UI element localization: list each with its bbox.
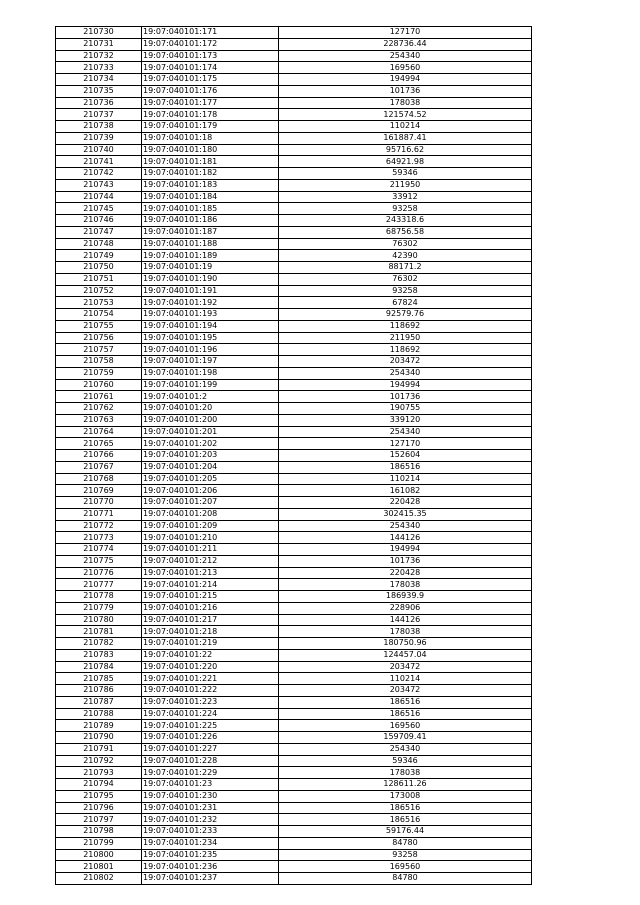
table-row: [56, 755, 532, 767]
cadastral-number-cell: 19:07:040101:178: [142, 109, 279, 121]
cadastral-number-cell: 19:07:040101:216: [142, 602, 279, 614]
row-id-cell: 210749: [56, 250, 142, 262]
amount-cell: 42390: [279, 250, 532, 262]
table-body: [56, 27, 532, 885]
cadastral-number-cell: 19:07:040101:207: [142, 497, 279, 509]
table-row: [56, 438, 532, 450]
row-id-cell: 210743: [56, 179, 142, 191]
row-id-cell: 210730: [56, 27, 142, 39]
cadastral-number-cell: 19:07:040101:203: [142, 450, 279, 462]
amount-cell: 144126: [279, 614, 532, 626]
table-row: [56, 497, 532, 509]
row-id-cell: 210783: [56, 649, 142, 661]
cadastral-number-cell: 19:07:040101:210: [142, 532, 279, 544]
row-id-cell: 210746: [56, 215, 142, 227]
table-row: [56, 332, 532, 344]
row-id-cell: 210770: [56, 497, 142, 509]
cadastral-number-cell: 19:07:040101:237: [142, 873, 279, 885]
table-row: [56, 285, 532, 297]
amount-cell: 159709.41: [279, 732, 532, 744]
amount-cell: 228736.44: [279, 38, 532, 50]
cadastral-number-cell: 19:07:040101:176: [142, 85, 279, 97]
cadastral-number-cell: 19:07:040101:231: [142, 802, 279, 814]
row-id-cell: 210793: [56, 767, 142, 779]
row-id-cell: 210781: [56, 626, 142, 638]
row-id-cell: 210759: [56, 367, 142, 379]
amount-cell: 194994: [279, 74, 532, 86]
table-row: [56, 873, 532, 885]
table-row: [56, 579, 532, 591]
amount-cell: 186939.9: [279, 591, 532, 603]
table-row: [56, 50, 532, 62]
amount-cell: 101736: [279, 391, 532, 403]
cadastral-number-cell: 19:07:040101:198: [142, 367, 279, 379]
amount-cell: 203472: [279, 661, 532, 673]
row-id-cell: 210750: [56, 262, 142, 274]
row-id-cell: 210741: [56, 156, 142, 168]
amount-cell: 254340: [279, 520, 532, 532]
row-id-cell: 210744: [56, 191, 142, 203]
cadastral-number-cell: 19:07:040101:205: [142, 473, 279, 485]
amount-cell: 186516: [279, 461, 532, 473]
table-row: [56, 767, 532, 779]
amount-cell: 93258: [279, 285, 532, 297]
amount-cell: 92579.76: [279, 309, 532, 321]
row-id-cell: 210792: [56, 755, 142, 767]
row-id-cell: 210788: [56, 708, 142, 720]
amount-cell: 124457.04: [279, 649, 532, 661]
amount-cell: 95716.62: [279, 144, 532, 156]
row-id-cell: 210762: [56, 403, 142, 415]
table-row: [56, 356, 532, 368]
row-id-cell: 210787: [56, 696, 142, 708]
cadastral-number-cell: 19:07:040101:211: [142, 544, 279, 556]
row-id-cell: 210752: [56, 285, 142, 297]
amount-cell: 169560: [279, 62, 532, 74]
amount-cell: 84780: [279, 837, 532, 849]
cadastral-number-cell: 19:07:040101:232: [142, 814, 279, 826]
cadastral-number-cell: 19:07:040101:197: [142, 356, 279, 368]
cadastral-number-cell: 19:07:040101:206: [142, 485, 279, 497]
amount-cell: 110214: [279, 673, 532, 685]
row-id-cell: 210737: [56, 109, 142, 121]
cadastral-number-cell: 19:07:040101:235: [142, 849, 279, 861]
amount-cell: 180750.96: [279, 638, 532, 650]
table-row: [56, 450, 532, 462]
amount-cell: 59346: [279, 755, 532, 767]
amount-cell: 228906: [279, 602, 532, 614]
row-id-cell: 210799: [56, 837, 142, 849]
table-row: [56, 85, 532, 97]
table-row: [56, 555, 532, 567]
table-row: [56, 250, 532, 262]
row-id-cell: 210739: [56, 132, 142, 144]
amount-cell: 64921.98: [279, 156, 532, 168]
cadastral-number-cell: 19:07:040101:18: [142, 132, 279, 144]
row-id-cell: 210802: [56, 873, 142, 885]
row-id-cell: 210732: [56, 50, 142, 62]
table-row: [56, 403, 532, 415]
row-id-cell: 210786: [56, 685, 142, 697]
cadastral-number-cell: 19:07:040101:175: [142, 74, 279, 86]
amount-cell: 110214: [279, 473, 532, 485]
row-id-cell: 210753: [56, 297, 142, 309]
cadastral-number-cell: 19:07:040101:233: [142, 826, 279, 838]
cadastral-number-cell: 19:07:040101:221: [142, 673, 279, 685]
amount-cell: 88171.2: [279, 262, 532, 274]
cadastral-number-cell: 19:07:040101:222: [142, 685, 279, 697]
table-row: [56, 508, 532, 520]
amount-cell: 220428: [279, 497, 532, 509]
row-id-cell: 210758: [56, 356, 142, 368]
amount-cell: 203472: [279, 356, 532, 368]
row-id-cell: 210763: [56, 414, 142, 426]
row-id-cell: 210731: [56, 38, 142, 50]
table-row: [56, 544, 532, 556]
cadastral-number-cell: 19:07:040101:177: [142, 97, 279, 109]
row-id-cell: 210765: [56, 438, 142, 450]
cadastral-number-cell: 19:07:040101:226: [142, 732, 279, 744]
cadastral-number-cell: 19:07:040101:173: [142, 50, 279, 62]
cadastral-number-cell: 19:07:040101:200: [142, 414, 279, 426]
row-id-cell: 210767: [56, 461, 142, 473]
table-row: [56, 391, 532, 403]
cadastral-number-cell: 19:07:040101:193: [142, 309, 279, 321]
table-row: [56, 191, 532, 203]
table-row: [56, 97, 532, 109]
row-id-cell: 210801: [56, 861, 142, 873]
table-row: [56, 121, 532, 133]
cadastral-number-cell: 19:07:040101:196: [142, 344, 279, 356]
cadastral-number-cell: 19:07:040101:185: [142, 203, 279, 215]
table-row: [56, 779, 532, 791]
cadastral-number-cell: 19:07:040101:192: [142, 297, 279, 309]
table-row: [56, 168, 532, 180]
amount-cell: 76302: [279, 273, 532, 285]
table-row: [56, 826, 532, 838]
amount-cell: 161082: [279, 485, 532, 497]
amount-cell: 178038: [279, 97, 532, 109]
cadastral-number-cell: 19:07:040101:19: [142, 262, 279, 274]
table-row: [56, 203, 532, 215]
row-id-cell: 210800: [56, 849, 142, 861]
amount-cell: 186516: [279, 708, 532, 720]
row-id-cell: 210747: [56, 226, 142, 238]
cadastral-number-cell: 19:07:040101:172: [142, 38, 279, 50]
table-row: [56, 849, 532, 861]
row-id-cell: 210756: [56, 332, 142, 344]
cadastral-number-cell: 19:07:040101:218: [142, 626, 279, 638]
table-row: [56, 414, 532, 426]
table-row: [56, 790, 532, 802]
cadastral-number-cell: 19:07:040101:186: [142, 215, 279, 227]
amount-cell: 254340: [279, 367, 532, 379]
row-id-cell: 210757: [56, 344, 142, 356]
cadastral-number-cell: 19:07:040101:194: [142, 320, 279, 332]
amount-cell: 59346: [279, 168, 532, 180]
table-row: [56, 132, 532, 144]
cadastral-number-cell: 19:07:040101:230: [142, 790, 279, 802]
amount-cell: 254340: [279, 50, 532, 62]
cadastral-number-cell: 19:07:040101:215: [142, 591, 279, 603]
table-row: [56, 379, 532, 391]
table-row: [56, 614, 532, 626]
amount-cell: 110214: [279, 121, 532, 133]
cadastral-number-cell: 19:07:040101:181: [142, 156, 279, 168]
table-row: [56, 367, 532, 379]
table-row: [56, 720, 532, 732]
row-id-cell: 210748: [56, 238, 142, 250]
row-id-cell: 210773: [56, 532, 142, 544]
cadastral-number-cell: 19:07:040101:174: [142, 62, 279, 74]
amount-cell: 190755: [279, 403, 532, 415]
table-row: [56, 473, 532, 485]
table-row: [56, 179, 532, 191]
cadastral-number-cell: 19:07:040101:208: [142, 508, 279, 520]
table-row: [56, 626, 532, 638]
row-id-cell: 210789: [56, 720, 142, 732]
amount-cell: 121574.52: [279, 109, 532, 121]
table-row: [56, 837, 532, 849]
table-row: [56, 273, 532, 285]
amount-cell: 93258: [279, 849, 532, 861]
amount-cell: 101736: [279, 555, 532, 567]
amount-cell: 68756.58: [279, 226, 532, 238]
cadastral-number-cell: 19:07:040101:184: [142, 191, 279, 203]
row-id-cell: 210742: [56, 168, 142, 180]
amount-cell: 59176.44: [279, 826, 532, 838]
table-row: [56, 802, 532, 814]
row-id-cell: 210733: [56, 62, 142, 74]
cadastral-number-cell: 19:07:040101:236: [142, 861, 279, 873]
table-row: [56, 520, 532, 532]
row-id-cell: 210796: [56, 802, 142, 814]
row-id-cell: 210771: [56, 508, 142, 520]
table-row: [56, 708, 532, 720]
row-id-cell: 210777: [56, 579, 142, 591]
row-id-cell: 210772: [56, 520, 142, 532]
cadastral-number-cell: 19:07:040101:219: [142, 638, 279, 650]
cadastral-number-cell: 19:07:040101:213: [142, 567, 279, 579]
cadastral-number-cell: 19:07:040101:179: [142, 121, 279, 133]
row-id-cell: 210782: [56, 638, 142, 650]
amount-cell: 178038: [279, 579, 532, 591]
table-row: [56, 814, 532, 826]
table-row: [56, 297, 532, 309]
amount-cell: 220428: [279, 567, 532, 579]
table-row: [56, 861, 532, 873]
amount-cell: 101736: [279, 85, 532, 97]
cadastral-number-cell: 19:07:040101:23: [142, 779, 279, 791]
amount-cell: 211950: [279, 332, 532, 344]
cadastral-number-cell: 19:07:040101:229: [142, 767, 279, 779]
cadastral-number-cell: 19:07:040101:212: [142, 555, 279, 567]
amount-cell: 178038: [279, 626, 532, 638]
amount-cell: 254340: [279, 743, 532, 755]
table-row: [56, 344, 532, 356]
cadastral-number-cell: 19:07:040101:191: [142, 285, 279, 297]
amount-cell: 194994: [279, 544, 532, 556]
amount-cell: 254340: [279, 426, 532, 438]
table-row: [56, 38, 532, 50]
amount-cell: 186516: [279, 802, 532, 814]
amount-cell: 76302: [279, 238, 532, 250]
amount-cell: 84780: [279, 873, 532, 885]
table-row: [56, 485, 532, 497]
table-row: [56, 215, 532, 227]
row-id-cell: 210790: [56, 732, 142, 744]
amount-cell: 127170: [279, 438, 532, 450]
table-row: [56, 567, 532, 579]
amount-cell: 33912: [279, 191, 532, 203]
row-id-cell: 210760: [56, 379, 142, 391]
table-row: [56, 320, 532, 332]
table-row: [56, 144, 532, 156]
cadastral-number-cell: 19:07:040101:183: [142, 179, 279, 191]
table-row: [56, 426, 532, 438]
row-id-cell: 210751: [56, 273, 142, 285]
amount-cell: 169560: [279, 861, 532, 873]
amount-cell: 186516: [279, 696, 532, 708]
amount-cell: 169560: [279, 720, 532, 732]
cadastral-number-cell: 19:07:040101:189: [142, 250, 279, 262]
amount-cell: 93258: [279, 203, 532, 215]
amount-cell: 211950: [279, 179, 532, 191]
amount-cell: 178038: [279, 767, 532, 779]
cadastral-number-cell: 19:07:040101:202: [142, 438, 279, 450]
amount-cell: 152604: [279, 450, 532, 462]
table-row: [56, 638, 532, 650]
row-id-cell: 210784: [56, 661, 142, 673]
amount-cell: 161887.41: [279, 132, 532, 144]
cadastral-number-cell: 19:07:040101:220: [142, 661, 279, 673]
cadastral-number-cell: 19:07:040101:20: [142, 403, 279, 415]
cadastral-number-cell: 19:07:040101:187: [142, 226, 279, 238]
table-row: [56, 732, 532, 744]
row-id-cell: 210734: [56, 74, 142, 86]
row-id-cell: 210776: [56, 567, 142, 579]
cadastral-number-cell: 19:07:040101:2: [142, 391, 279, 403]
table-row: [56, 532, 532, 544]
table-row: [56, 461, 532, 473]
table-row: [56, 27, 532, 39]
amount-cell: 118692: [279, 320, 532, 332]
row-id-cell: 210797: [56, 814, 142, 826]
cadastral-number-cell: 19:07:040101:209: [142, 520, 279, 532]
cadastral-number-cell: 19:07:040101:234: [142, 837, 279, 849]
data-table: [55, 26, 532, 885]
cadastral-number-cell: 19:07:040101:190: [142, 273, 279, 285]
amount-cell: 194994: [279, 379, 532, 391]
cadastral-number-cell: 19:07:040101:201: [142, 426, 279, 438]
table-row: [56, 696, 532, 708]
row-id-cell: 210775: [56, 555, 142, 567]
amount-cell: 339120: [279, 414, 532, 426]
table-row: [56, 673, 532, 685]
table-row: [56, 156, 532, 168]
cadastral-number-cell: 19:07:040101:217: [142, 614, 279, 626]
cadastral-number-cell: 19:07:040101:224: [142, 708, 279, 720]
amount-cell: 67824: [279, 297, 532, 309]
row-id-cell: 210764: [56, 426, 142, 438]
amount-cell: 118692: [279, 344, 532, 356]
cadastral-number-cell: 19:07:040101:228: [142, 755, 279, 767]
row-id-cell: 210769: [56, 485, 142, 497]
cadastral-number-cell: 19:07:040101:227: [142, 743, 279, 755]
row-id-cell: 210798: [56, 826, 142, 838]
table-row: [56, 109, 532, 121]
table-row: [56, 226, 532, 238]
row-id-cell: 210740: [56, 144, 142, 156]
cadastral-number-cell: 19:07:040101:204: [142, 461, 279, 473]
cadastral-number-cell: 19:07:040101:214: [142, 579, 279, 591]
amount-cell: 173008: [279, 790, 532, 802]
table-row: [56, 602, 532, 614]
row-id-cell: 210766: [56, 450, 142, 462]
amount-cell: 302415.35: [279, 508, 532, 520]
row-id-cell: 210791: [56, 743, 142, 755]
table-row: [56, 685, 532, 697]
cadastral-number-cell: 19:07:040101:182: [142, 168, 279, 180]
cadastral-number-cell: 19:07:040101:188: [142, 238, 279, 250]
table-row: [56, 743, 532, 755]
row-id-cell: 210768: [56, 473, 142, 485]
row-id-cell: 210736: [56, 97, 142, 109]
cadastral-number-cell: 19:07:040101:225: [142, 720, 279, 732]
cadastral-number-cell: 19:07:040101:195: [142, 332, 279, 344]
row-id-cell: 210735: [56, 85, 142, 97]
cadastral-number-cell: 19:07:040101:180: [142, 144, 279, 156]
amount-cell: 144126: [279, 532, 532, 544]
table-row: [56, 591, 532, 603]
row-id-cell: 210745: [56, 203, 142, 215]
table-row: [56, 649, 532, 661]
amount-cell: 243318.6: [279, 215, 532, 227]
row-id-cell: 210761: [56, 391, 142, 403]
row-id-cell: 210785: [56, 673, 142, 685]
amount-cell: 186516: [279, 814, 532, 826]
row-id-cell: 210795: [56, 790, 142, 802]
row-id-cell: 210754: [56, 309, 142, 321]
cadastral-number-cell: 19:07:040101:223: [142, 696, 279, 708]
row-id-cell: 210774: [56, 544, 142, 556]
table-row: [56, 62, 532, 74]
cadastral-number-cell: 19:07:040101:22: [142, 649, 279, 661]
row-id-cell: 210780: [56, 614, 142, 626]
table-row: [56, 74, 532, 86]
row-id-cell: 210794: [56, 779, 142, 791]
row-id-cell: 210755: [56, 320, 142, 332]
table-row: [56, 238, 532, 250]
amount-cell: 127170: [279, 27, 532, 39]
cadastral-number-cell: 19:07:040101:199: [142, 379, 279, 391]
table-row: [56, 262, 532, 274]
cadastral-number-cell: 19:07:040101:171: [142, 27, 279, 39]
row-id-cell: 210778: [56, 591, 142, 603]
row-id-cell: 210738: [56, 121, 142, 133]
table-row: [56, 661, 532, 673]
amount-cell: 128611.26: [279, 779, 532, 791]
amount-cell: 203472: [279, 685, 532, 697]
row-id-cell: 210779: [56, 602, 142, 614]
table-row: [56, 309, 532, 321]
